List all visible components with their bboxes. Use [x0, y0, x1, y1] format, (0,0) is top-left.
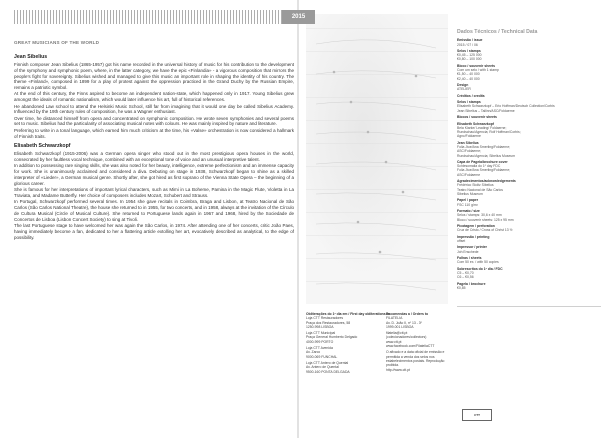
technical-data-label: Jean Sibelius: [457, 140, 479, 145]
distribution-line: http://www.ctt.pt: [386, 367, 410, 372]
distribution-line: O afixado e a data oficial de emissão e permitida a venda dos selos nos estabelecimentos postais. Reprodução proibida.: [386, 350, 445, 368]
technical-data-value: Frédérico Stoltz Sibelius: [457, 183, 494, 188]
distribution-line: (colecionadores/collectors): [386, 335, 427, 340]
technical-data-value: Teatro Nacional de São Carlos: [457, 187, 503, 192]
technical-data-value: €0,45 – 125 000: [457, 53, 482, 58]
technical-data-block: [457, 267, 601, 280]
distribution-line: filatelia@ctt.pt: [386, 331, 408, 336]
technical-data-label: Pagela / brochure: [457, 281, 486, 286]
technical-data-value: Joh Enschede: [457, 249, 479, 254]
technical-data-value: offset: [457, 238, 466, 243]
distribution-line: www.facebook.com/FilateliaCTT: [386, 344, 435, 349]
distribution-line: 1999-001 LISBOA: [386, 324, 414, 329]
technical-data-value: Bela Klarke/ Leading/ Foldaerne;: [457, 125, 507, 130]
technical-data-label: Créditos / credits: [457, 93, 485, 98]
schwarzkopf-heading: Elisabeth Schwarzkopf: [14, 143, 71, 150]
technical-data-label: Agradecimentos/acknowledgements: [457, 179, 516, 184]
technical-data-header: Dados Técnicos / Technical Data: [457, 29, 538, 35]
technical-data: [457, 30, 601, 292]
technical-data-block: [457, 209, 601, 222]
sibelius-heading: Jean Sibelius: [14, 54, 48, 60]
schwarzkopf-paragraph: In addition to possessing rare singing skills, she was also noted for her beauty, intelligence, extreme perfectionism and an immense capacity for work. She is unanimously acclaimed and considered a diva. Debuting on stage in 1938, Schwarzkopf began to shine as a skilled interpreter of «Lieder», a German musical genre. Shortly after, she got hired as first soprano of the Vienna State Opera – the beginning of a glorious career.: [14, 163, 294, 186]
header-hatch-bar: [14, 10, 282, 24]
technical-data-value: 2015 / 07 / 06: [457, 42, 478, 47]
technical-data-block: [457, 122, 601, 139]
technical-data-value: C5 – €0,70: [457, 270, 474, 275]
technical-data-value: €2,40 – 40 000: [457, 76, 480, 81]
technical-data-value: €0,80 – 100 000: [457, 57, 482, 62]
technical-data-value: Sibelius Museum: [457, 191, 483, 196]
orders-column: [386, 312, 454, 372]
technical-data-value: C6 – €0,56: [457, 275, 474, 280]
technical-data-block: [457, 224, 601, 233]
technical-data-label: Bloco / souvenir sheets: [457, 63, 496, 68]
technical-data-label: Sobrescritos do 1º dia / FDC: [457, 266, 503, 271]
technical-data-block: [457, 235, 601, 244]
music-score-artwork: [306, 14, 448, 304]
technical-data-value: €0,85: [457, 285, 466, 290]
technical-data-value: FSC 110 g/m²: [457, 202, 478, 207]
score-lines-illustration: [306, 14, 448, 304]
technical-data-block: [457, 160, 601, 177]
technical-data-block: [457, 100, 601, 113]
technical-data-block: [457, 245, 601, 254]
technical-data-value: Com 50 ex. / with 50 copies: [457, 260, 499, 265]
technical-data-label: Selos / stamps: [457, 100, 481, 105]
technical-data-block: [457, 83, 601, 92]
sibelius-paragraph: Over time, he distanced himself from opera and concentrated on symphonic composition. He wrote seven symphonies and several poems set to music. Sibelius had the particularity of associating musical notes with colours. He was mainly inspired by nature and literature.: [14, 115, 294, 127]
technical-data-label: Design: [457, 83, 469, 88]
schwarzkopf-paragraph: Elisabeth Schwarzkopf (1915-2006) was a German opera singer who stood out in the most prestigious opera houses in the world, consecrated by her faultless vocal technique, combined with an exceptional tone of voice and an unusual interpretive talent.: [14, 151, 294, 163]
technical-data-value: Folia Jtue/Ana Smerling/Foldaerne;: [457, 168, 511, 173]
technical-data-block: [457, 282, 601, 291]
distribution-line: Loja CTT Municipal: [306, 331, 336, 336]
technical-data-value: Com um selo / with 1 stamp: [457, 68, 499, 73]
technical-data-value: Selos / stamps: 30,6 x 40 mm: [457, 213, 502, 218]
technical-data-label: Impressão / printing: [457, 234, 490, 239]
technical-data-label: Formato / size: [457, 209, 480, 213]
technical-data-value: Elisabeth Schwarzkopf – Erio Hoffman/Deutsch Collection/Corbis: [457, 104, 555, 109]
technical-data-label: Impressor / printer: [457, 245, 487, 250]
technical-data-block: [457, 94, 601, 98]
technical-data-block: [457, 179, 601, 196]
first-day-heading: Obliterações do 1º dia em / First day obliterations in: [306, 312, 390, 316]
technical-data-label: Elisabeth Schwarzkopf: [457, 121, 494, 126]
schwarzkopf-paragraph: In Portugal, Schwarzkopf performed several times. In 1954 she gave recitals in Coimbra, Braga and Lisbon, at Teatro Nacional de São Carlos (São Carlos National Theatre), the house she returned to in 1955, for two concerts, and in 1958, always at the invitation of the Círculo de Cultura Musical (Circle of Musical Culture). She returned to Portuguese lands again in 1967 and 1968, hired by the Sociedade de Concertos de Lisboa (Lisbon Concert Society) to sing at Tivoli.: [14, 199, 294, 222]
technical-data-label: Blocos / souvenir sheets: [457, 115, 497, 120]
sibelius-paragraph: At the end of this century, the Finns aspired to become an independent nation-state, which happened only in 1917. Young Sibelius grew amongst the ideals of romantic nationalism, which would later influence his art, full of historical references.: [14, 91, 294, 103]
sibelius-paragraph: He abandoned Law school to attend the Helsinki Music School, still far from imagining that it would one day be called Sibelius Academy. Influenced by the 19th century rules of composition, he was a Wagner enthusiast.: [14, 103, 294, 115]
technical-data-value: ASC/Foldaerne;: [457, 149, 482, 154]
distribution-line: Loja CTT Avenida: [306, 346, 333, 351]
technical-data-value: Rundschau/Agencia; Sibelius Museum: [457, 153, 516, 158]
technical-data-value: ASC/Foldaerne: [457, 172, 481, 177]
technical-data-label: Papel / paper: [457, 198, 479, 203]
orders-details: [386, 316, 454, 372]
distribution-line: 9500-160 PONTA DELGADA: [306, 369, 350, 374]
technical-data-block: [457, 141, 601, 158]
distribution-line: 9000-069 FUNCHAL: [306, 354, 338, 359]
distribution-line: Av. Zarco: [306, 350, 321, 355]
technical-data-value: Agnc/Foldaerne: [457, 134, 481, 139]
distribution-line: www.ctt.pt: [386, 339, 402, 344]
distribution-line: Av. Antero de Quental: [306, 365, 339, 370]
technical-data-block: [457, 115, 601, 119]
technical-data-block: [457, 256, 601, 265]
schwarzkopf-paragraph: The last Portuguese stage to have welcomed her was again the São Carlos, in 1974. After attending one of her concerts, critic João Paes, having immediately become a fan, dedicated to her a flattering article extolling her art, evocatively described as analytical, to the edge of possibility.: [14, 222, 294, 240]
technical-data-value: Cruz de Cristo / Cross of Christ 13 ½: [457, 228, 513, 233]
distribution-line: Loja CTT Restauradores: [306, 316, 344, 321]
technical-data-label: Emissão / issue: [457, 38, 483, 43]
sibelius-paragraph: Preferring to write in a tonal language, which earned him much criticism at the time, his «Valse» orchestration is now considered a hallmark of Finnish traits.: [14, 127, 294, 139]
technical-data-label: Selos / stamps: [457, 48, 481, 53]
technical-data-label: Folhas / sheets: [457, 256, 482, 260]
technical-data-value: Schlesomalia do 1º day FDC: [457, 164, 501, 169]
technical-data-value: Jean Sibelius – Tallinn/ASC/Foldaerne: [457, 108, 515, 113]
technical-data-value: €1,50 – 40 000: [457, 72, 480, 77]
technical-data-list: [457, 38, 601, 290]
distribution-line: 1250-998 LISBOA: [306, 324, 334, 329]
year-badge: 2015: [282, 10, 315, 24]
article-text: [14, 50, 294, 241]
distribution-divider: [457, 306, 601, 307]
sibelius-paragraph: Finnish composer Jean Sibelius (1865-1957) got his name recorded in the universal history of music for his contribution to the development of the symphony and symphonic poem, where, in the latter category, we have the epic «Finlandia» - a vigorous composition that mirrors the people’s fight for sovereignty. Sibelius wished and managed to give this music an important role in shaping the identity of his country. The theme «Finland», composed in 1899 for a play of protest against the oppression practiced in the Grand Duchy by the Russian Empire, remains a patriotic symbol.: [14, 61, 294, 91]
technical-data-block: [457, 49, 601, 62]
distribution-line: Praça dos Restauradores, 58: [306, 320, 351, 325]
page-spine: [297, 0, 299, 438]
distribution-line: Praça General Humberto Delgado: [306, 335, 358, 340]
technical-data-block: [457, 198, 601, 207]
orders-heading: Encomendas a / Orders to: [386, 312, 429, 316]
ctt-logo: CTT: [462, 409, 492, 421]
distribution-line: Loja CTT Antero de Quental: [306, 360, 349, 365]
technical-data-label: Capa de Pagela/brochure cover: [457, 159, 508, 164]
technical-data-block: [457, 64, 601, 81]
technical-data-value: ATELIER: [457, 87, 471, 92]
distribution-line: 4000-999 PORTO: [306, 339, 334, 344]
distribution-line: FILATELIA: [386, 316, 403, 321]
technical-data-value: Folia Jtue/Ana Smerling/Foldaerne;: [457, 145, 511, 149]
technical-data-value: Bloco / souvenir sheets: 125 x 95 mm: [457, 217, 514, 222]
distribution-line: Av. D. João II, nº 13 - 3º: [386, 320, 422, 325]
schwarzkopf-paragraph: She is famous for her interpretations of important lyrical characters, such as Mimi in La Boheme, Pamina in the Magic Flute, Violetta in La Traviata, and Madame Butterfly. Her choice of composers includes Mozart, Schubert and Strauss.: [14, 187, 294, 198]
technical-data-value: Rundschau/Agencia; Rolf Hoffman/Corbis;: [457, 130, 521, 135]
technical-data-label: Picotagem / perforation: [457, 223, 495, 228]
technical-data-block: [457, 38, 601, 47]
section-title: GREAT MUSICIANS OF THE WORLD: [14, 40, 100, 45]
